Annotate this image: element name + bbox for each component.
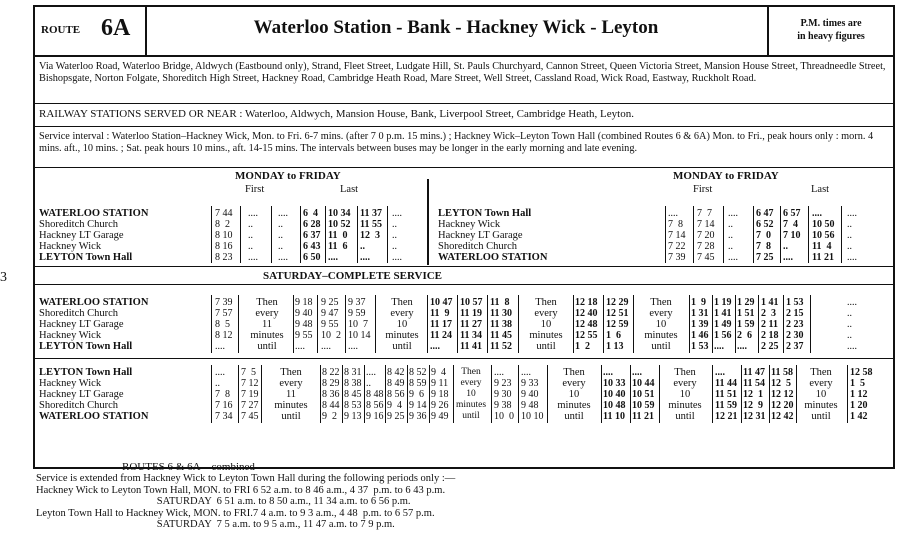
stop-name: Shoreditch Church: [39, 308, 119, 319]
column-rule: [601, 365, 602, 423]
then-text: minutes: [668, 400, 702, 411]
then-text: until: [811, 411, 831, 422]
column-rule: [238, 295, 239, 353]
stop-name: WATERLOO STATION: [39, 208, 149, 219]
then-text: minutes: [644, 330, 678, 341]
time-column: 10 47 11 9 11 17 11 24 ....: [430, 297, 453, 352]
stop-name: Hackney LT Garage: [39, 389, 124, 400]
notes-body: Service is extended from Hackney Wick to Leyton Town Hall during the following periods only :— Hackney Wick to Leyton Town Hall, MON. to FRI 6 52 a.m. to 8 46 a.m., 4 37 p.m. to 6 43 p.m. SATURDAY 6 51 a.m. to 8 50 a.m., 11 34 a.m. to 6 56 p.m. Leyton Town Hall to Hackney Wick, MON. to FRI.7 4 a.m. to 9 3 a.m., 4 48 p.m. to 6 57 p.m. SATURDAY 7 5 a.m. to 9 5 a.m., 11 47 a.m. to 7 9 p.m.: [36, 473, 456, 530]
then-text: every: [809, 378, 833, 389]
then-every-10: [635, 297, 687, 352]
mf-west-stops: [39, 208, 148, 263]
margin-mark: 3: [0, 270, 7, 285]
stop-name: Shoreditch Church: [438, 241, 518, 252]
then-text: 10: [655, 319, 667, 330]
column-rule: [487, 295, 488, 353]
time-column: 12 29 12 51 12 59 1 6 1 13: [606, 297, 629, 352]
then-text: until: [536, 341, 556, 352]
time-column: 7 44 8 2 8 10 8 16 8 23: [215, 208, 233, 263]
time-column: .... .. .. .. ....: [248, 208, 258, 263]
mf-first-east: First: [693, 184, 713, 195]
time-column: 9 18 9 40 9 48 9 55 ....: [295, 297, 313, 352]
column-rule: [847, 365, 848, 423]
column-rule: [342, 365, 343, 423]
sat-west-stops: [39, 297, 148, 352]
then-every-10: [659, 367, 711, 422]
then-text: Then: [563, 367, 585, 378]
time-column: 8 31 8 38 8 45 8 53 9 13: [344, 367, 362, 422]
time-column: .... 10 33 10 40 10 48 11 10: [603, 367, 626, 422]
time-column: 10 34 10 52 11 0 11 6 ....: [328, 208, 351, 263]
then-text: Then: [461, 367, 481, 377]
then-text: minutes: [804, 400, 838, 411]
time-column: 7 39 7 57 8 5 8 12 ....: [215, 297, 233, 352]
page-title: Waterloo Station - Bank - Hackney Wick - Leyton: [253, 17, 659, 38]
mf-heading-east: MONDAY to FRIDAY: [673, 170, 779, 182]
stop-name: Hackney Wick: [39, 378, 102, 389]
time-column: 11 58 12 5 12 12 12 20 12 42: [771, 367, 794, 422]
mf-east-stops: [438, 208, 547, 263]
then-text: until: [392, 341, 412, 352]
then-every-10: [547, 367, 601, 422]
then-every-10: [520, 297, 572, 352]
time-column: 7 7 7 14 7 20 7 28 7 45: [697, 208, 715, 263]
time-column: 11 37 11 55 12 3 .. ....: [360, 208, 382, 263]
then-text: Then: [650, 297, 672, 308]
stop-name: Hackney Wick: [39, 330, 102, 341]
time-column: 9 25 9 47 9 55 10 2 ....: [321, 297, 341, 352]
then-text: every: [279, 378, 303, 389]
mf-last-west: Last: [340, 184, 359, 195]
then-text: 10: [396, 319, 408, 330]
time-column: .... .. .. .. ....: [847, 297, 857, 352]
column-rule: [211, 365, 212, 423]
time-column: .... 11 44 11 51 11 59 12 21: [715, 367, 738, 422]
column-rule: [753, 206, 754, 263]
time-column: 6 4 6 28 6 37 6 43 6 50: [303, 208, 321, 263]
column-rule: [603, 295, 604, 353]
then-text: until: [257, 341, 277, 352]
then-text: Then: [391, 297, 413, 308]
mf-heading-west: MONDAY to FRIDAY: [235, 170, 341, 182]
then-text: until: [675, 411, 695, 422]
column-rule: [723, 206, 724, 263]
time-column: 10 57 11 19 11 27 11 34 11 41: [460, 297, 483, 352]
stop-name: Shoreditch Church: [39, 400, 119, 411]
time-column: .... 9 23 9 30 9 38 10 0: [494, 367, 514, 422]
then-text: Then: [810, 367, 832, 378]
time-column: 6 47 6 52 7 0 7 8 7 25: [756, 208, 774, 263]
route-box: [35, 7, 147, 55]
then-text: 10: [466, 389, 476, 399]
pm-note-line1: P.M. times are: [800, 18, 862, 29]
then-text: until: [281, 411, 301, 422]
column-rule: [630, 365, 631, 423]
column-rule: [320, 365, 321, 423]
then-text: every: [649, 308, 673, 319]
column-rule: [808, 206, 809, 263]
pm-note: [767, 7, 893, 55]
time-column: .... .. .. .. ....: [728, 208, 738, 263]
column-rule: [407, 365, 408, 423]
stop-name: WATERLOO STATION: [438, 252, 548, 263]
mf-first-west: First: [245, 184, 265, 195]
divider: [35, 266, 893, 267]
then-every-11: [263, 367, 319, 422]
divider: [35, 103, 893, 104]
column-rule: [810, 295, 811, 353]
then-text: 10: [568, 389, 580, 400]
stop-name: Hackney LT Garage: [39, 319, 124, 330]
then-text: every: [390, 308, 414, 319]
then-text: Then: [535, 297, 557, 308]
column-rule: [518, 365, 519, 423]
divider: [35, 167, 893, 168]
sat-east-stops: [39, 367, 148, 422]
time-column: 1 29 1 51 1 59 2 6 ....: [737, 297, 755, 352]
stop-name: Shoreditch Church: [39, 219, 119, 230]
time-column: 1 9 1 31 1 39 1 46 1 53: [691, 297, 709, 352]
column-rule: [429, 365, 430, 423]
then-text: minutes: [385, 330, 419, 341]
then-text: every: [460, 378, 482, 388]
stop-name: LEYTON Town Hall: [438, 208, 532, 219]
time-column: .... .. 7 8 7 16 7 34: [215, 367, 233, 422]
stop-name: Hackney LT Garage: [39, 230, 124, 241]
time-column: 1 41 2 3 2 11 2 18 2 25: [761, 297, 779, 352]
column-rule: [261, 365, 262, 423]
column-rule: [491, 365, 492, 423]
stations-served: RAILWAY STATIONS SERVED OR NEAR : Waterloo, Aldwych, Mansion House, Bank, Liverpool Street, Cambridge Heath, Leyton.: [39, 108, 634, 120]
time-column: .... 9 33 9 40 9 48 10 10: [521, 367, 544, 422]
then-text: minutes: [250, 330, 284, 341]
column-rule: [841, 206, 842, 263]
service-interval: Service interval : Waterloo Station–Hackney Wick, Mon. to Fri. 6-7 mins. (after 7 0 p.m. 15 mins.) ; Hackney Wick–Leyton Town Hall (combined Routes 6 & 6A) Mon. to Fri., peak hours only : morn. 4 mins. aft., 10 mins. ; Sat. peak hours 10 mins., aft. 14-15 mins. The intervals between buses may be longer in the early morning and late evening.: [39, 131, 874, 154]
stop-name: LEYTON Town Hall: [39, 341, 133, 352]
column-rule: [240, 206, 241, 263]
column-rule: [457, 295, 458, 353]
stop-name: LEYTON Town Hall: [39, 367, 133, 378]
column-rule: [293, 295, 294, 353]
column-rule: [387, 206, 388, 263]
then-text: until: [462, 411, 480, 421]
column-rule: [325, 206, 326, 263]
then-every-10: [377, 297, 427, 352]
time-column: .... 10 44 10 51 10 59 11 21: [632, 367, 655, 422]
time-column: 1 53 2 15 2 23 2 30 2 37: [786, 297, 804, 352]
header: [35, 7, 893, 57]
column-rule: [741, 365, 742, 423]
time-column: 8 42 8 49 8 56 9 4 9 25: [387, 367, 405, 422]
then-text: 11: [261, 319, 273, 330]
time-column: 1 19 1 41 1 49 1 56 ....: [714, 297, 732, 352]
then-text: Then: [674, 367, 696, 378]
time-column: 8 52 8 59 9 6 9 14 9 36: [409, 367, 427, 422]
column-rule: [665, 206, 666, 263]
then-text: every: [534, 308, 558, 319]
divider: [35, 358, 893, 359]
time-column: .... 7 8 7 14 7 22 7 39: [668, 208, 686, 263]
then-every-10: [796, 367, 846, 422]
timetable-page: [33, 5, 895, 469]
time-column: 7 5 7 12 7 19 7 27 7 45: [241, 367, 259, 422]
route-label: ROUTE: [41, 24, 81, 36]
then-text: Then: [280, 367, 302, 378]
column-rule: [689, 295, 690, 353]
time-column: 8 22 8 29 8 36 8 44 9 2: [322, 367, 340, 422]
column-rule: [238, 365, 239, 423]
column-rule: [712, 295, 713, 353]
time-column: 12 18 12 40 12 48 12 55 1 2: [575, 297, 598, 352]
column-rule: [633, 295, 634, 353]
column-rule: [780, 206, 781, 263]
time-column: 9 37 9 59 10 7 10 14 ....: [348, 297, 371, 352]
column-rule: [758, 295, 759, 353]
block-divider: [427, 179, 429, 265]
stop-name: WATERLOO STATION: [39, 411, 149, 422]
then-text: until: [564, 411, 584, 422]
time-column: .... .. .. .. ....: [847, 208, 857, 263]
column-rule: [693, 206, 694, 263]
stop-name: WATERLOO STATION: [39, 297, 149, 308]
then-every-11: [242, 297, 292, 352]
route-number: 6A: [101, 15, 131, 41]
column-rule: [783, 295, 784, 353]
mf-last-east: Last: [811, 184, 830, 195]
time-column: 11 47 11 54 12 1 12 9 12 31: [743, 367, 766, 422]
divider: [35, 126, 893, 127]
column-rule: [518, 295, 519, 353]
column-rule: [211, 295, 212, 353]
column-rule: [357, 206, 358, 263]
pm-note-line2: in heavy figures: [797, 31, 865, 42]
column-rule: [735, 295, 736, 353]
then-text: minutes: [455, 400, 487, 410]
then-text: every: [562, 378, 586, 389]
time-column: 11 8 11 30 11 38 11 45 11 52: [490, 297, 512, 352]
column-rule: [573, 295, 574, 353]
stop-name: LEYTON Town Hall: [39, 252, 133, 263]
then-every-10: [453, 367, 489, 422]
column-rule: [385, 365, 386, 423]
column-rule: [300, 206, 301, 263]
divider: [35, 284, 893, 285]
time-column: .... 10 50 10 56 11 4 11 21: [812, 208, 835, 263]
then-text: minutes: [529, 330, 563, 341]
column-rule: [345, 295, 346, 353]
then-text: 10: [815, 389, 827, 400]
time-column: .... .. 8 48 8 56 9 16: [366, 367, 384, 422]
then-text: 10: [679, 389, 691, 400]
column-rule: [317, 295, 318, 353]
column-rule: [712, 365, 713, 423]
then-text: minutes: [274, 400, 308, 411]
via-text: Via Waterloo Road, Waterloo Bridge, Aldwych (Eastbound only), Strand, Fleet Street, Ludgate Hill, St. Pauls Churchyard, Cannon Street, Queen Victoria Street, Mansion House Street, Threadneedle Street, Bishopsgate, Norton Folgate, Shoreditch High Street, Hackney Road, Cambridge Heath Road, Mare Street, Well Street, Cassland Road, Wick Road, Eastway, Ruckholt Road.: [39, 61, 886, 84]
then-text: every: [255, 308, 279, 319]
column-rule: [427, 295, 428, 353]
time-column: .... .. .. .. ....: [278, 208, 288, 263]
notes-title: ROUTES 6 & 6A—combined: [122, 461, 255, 473]
then-text: 11: [285, 389, 297, 400]
time-column: 6 57 7 4 7 10 .. ....: [783, 208, 801, 263]
then-text: until: [651, 341, 671, 352]
stop-name: Hackney Wick: [39, 241, 102, 252]
column-rule: [364, 365, 365, 423]
column-rule: [375, 295, 376, 353]
time-column: 12 58 1 5 1 12 1 20 1 42: [850, 367, 873, 422]
then-text: 10: [540, 319, 552, 330]
then-text: every: [673, 378, 697, 389]
time-column: 9 4 9 11 9 18 9 26 9 49: [431, 367, 449, 422]
then-text: Then: [256, 297, 278, 308]
stop-name: Hackney LT Garage: [438, 230, 523, 241]
then-text: minutes: [557, 400, 591, 411]
column-rule: [271, 206, 272, 263]
stop-name: Hackney Wick: [438, 219, 501, 230]
time-column: .... .. .. .. ....: [392, 208, 402, 263]
sat-heading: SATURDAY–COMPLETE SERVICE: [263, 270, 443, 282]
column-rule: [769, 365, 770, 423]
column-rule: [211, 206, 212, 263]
